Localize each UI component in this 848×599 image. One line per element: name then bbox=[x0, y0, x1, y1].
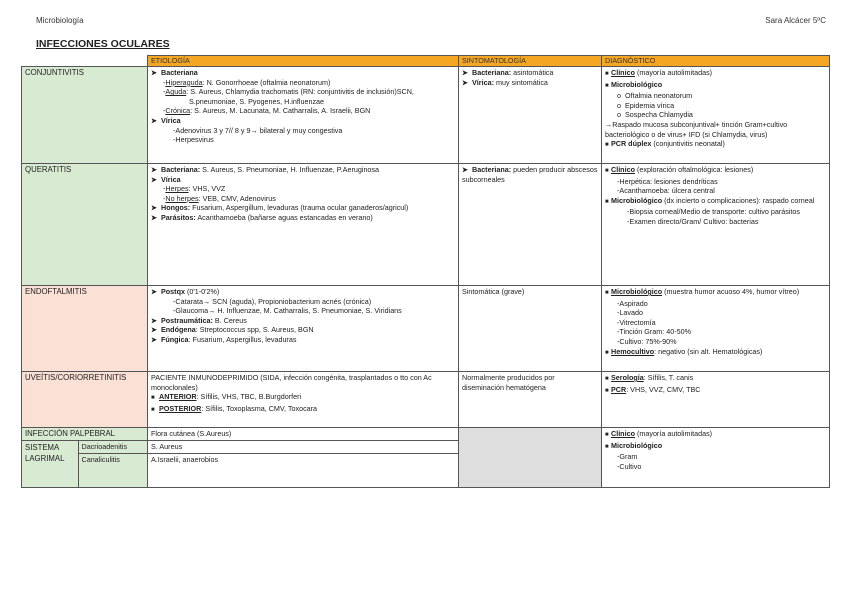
page-title: INFECCIONES OCULARES bbox=[36, 38, 170, 50]
cell-conj-etiologia: ➤ Bacteriana -Hiperaguda: N. Gonorrhoeae (oftalmia neonatorum) -Aguda: S. Aureus, Chlamydia trachomatis (RN: conjuntivitis de inclusión)SCN, S.pneumoniae, S. Pyogenes, H.influenzae -Crónica: S. Aureus, M. Lacunata, M. Catharralis, A. Israelii, BGN ➤ Vírica -Adenovirus 3 y 7// 8 y 9→ bilateral y muy congestiva -Herpesvirus bbox=[148, 67, 459, 164]
cell-endo-etiologia: ➤ Postqx (0'1-0'2%) -Catarata→ SCN (aguda), Propioniobacterium acnés (crónica) -Glaucoma→ H. Influenzae, M. Catharralis, S. Pneumoniae, S. Viridians ➤ Postraumática: B. Cereus ➤ Endógena: Streptococcus spp, S. Aureus, BGN ➤ Fúngica: Fusarium, Aspergillus, levaduras bbox=[148, 286, 459, 372]
lagrimal-dac: Dacrioadenitis bbox=[79, 441, 148, 454]
cell-quer-sintomatologia: ➤ Bacteriana: pueden producir abscesos subcorneales bbox=[459, 164, 602, 286]
row-name-lagrimal bbox=[22, 440, 148, 487]
cell-uve-diagnostico: ■ Serología: Sífilis, T. canis ■ PCR: VHS, VVZ, CMV, TBC bbox=[602, 372, 830, 428]
header-subject: Microbiología bbox=[36, 16, 84, 25]
square-bullet-icon: ■ bbox=[605, 198, 609, 205]
cell-uve-sintomatologia: Normalmente producidos por diseminación hematógena bbox=[459, 372, 602, 428]
circle-bullet-icon: o bbox=[617, 91, 621, 101]
cell-gray-empty bbox=[459, 428, 602, 488]
row-name-queratitis: QUERATITIS bbox=[22, 164, 148, 286]
table-row bbox=[22, 428, 830, 441]
col-sintomatologia: SINTOMATOLOGÍA bbox=[459, 56, 602, 67]
square-bullet-icon: ■ bbox=[605, 142, 609, 149]
cell-conj-diagnostico: ■ Clínico (mayoría autolimitadas) ■ Microbiológico o Oftalmia neonatorum o Epidemia vírica o Sospecha Chlamydia →Raspado mucosa subconjuntival+ tinción Gram+cultivo bacteriológico o de virus+ IFD (si Chlamydia, virus) ■ PCR dúplex (conjuntivitis neonatal) bbox=[602, 67, 830, 164]
circle-bullet-icon: o bbox=[617, 100, 621, 110]
square-bullet-icon: ■ bbox=[605, 71, 609, 77]
right-arrow-icon: → bbox=[250, 125, 258, 135]
square-bullet-icon: ■ bbox=[605, 376, 609, 382]
col-diagnostico: DIAGNÓSTICO bbox=[602, 56, 830, 67]
arrow-bullet-icon: ➤ bbox=[151, 203, 158, 213]
table-row bbox=[22, 164, 830, 286]
square-bullet-icon: ■ bbox=[605, 290, 609, 296]
row-name-palpebral: INFECCIÓN PALPEBRAL bbox=[22, 428, 148, 441]
arrow-bullet-icon: ➤ bbox=[462, 165, 469, 174]
right-arrow-icon: → bbox=[605, 119, 613, 129]
header-author: Sara Alcácer 5ºC bbox=[765, 16, 826, 25]
arrow-bullet-icon: ➤ bbox=[151, 315, 158, 325]
arrow-bullet-icon: ➤ bbox=[151, 212, 158, 222]
square-bullet-icon: ■ bbox=[605, 443, 609, 450]
square-bullet-icon: ■ bbox=[605, 432, 609, 438]
col-etiologia: ETIOLOGÍA bbox=[148, 56, 459, 67]
lagrimal-can: Canaliculitis bbox=[81, 454, 120, 464]
cell-endo-diagnostico: ■ Microbiológico (muestra humor acuoso 4%, humor vítreo) -Aspirado -Lavado -Vitrectomía -Tinción Gram: 40-50% -Cultivo: 75%-90% ■ Hemocultivo: negativo (sin alt. Hematológicas) bbox=[602, 286, 830, 372]
infections-table bbox=[21, 55, 830, 488]
arrow-bullet-icon: ➤ bbox=[151, 174, 158, 184]
table-header-row bbox=[22, 56, 830, 67]
row-name-conjuntivitis: CONJUNTIVITIS bbox=[22, 67, 148, 164]
cell-quer-etiologia: ➤ Bacteriana: S. Aureus, S. Pneumoniae, H. Influenzae, P.Aeruginosa ➤ Vírica -Herpes: VHS, VVZ -No herpes: VEB, CMV, Adenovirus ➤ Hongos: Fusarium, Aspergillum, levaduras (trauma ocular ganaderos/agricul) ➤ Parásitos: Acanthamoeba (bañarse aguas estancadas en verano) bbox=[148, 164, 459, 286]
right-arrow-icon: → bbox=[202, 296, 211, 306]
cell-last-diagnostico: ■ Clínico (mayoría autolimitadas) ■ Microbiológico -Gram -Cultivo bbox=[602, 428, 830, 488]
square-bullet-icon: ■ bbox=[605, 349, 609, 356]
arrow-bullet-icon: ➤ bbox=[151, 325, 158, 335]
cell-palp-etiologia: Flora cutánea (S.Aureus) bbox=[148, 428, 459, 441]
cell-uve-etiologia: PACIENTE INMUNODEPRIMIDO (SIDA, infección congénita, trasplantados o tto con Ac monoclonales) ■ ANTERIOR: Sífilis, VHS, TBC, B.Burgdorferi ■ POSTERIOR: Sífilis, Toxoplasma, CMV, Toxocara bbox=[148, 372, 459, 428]
square-bullet-icon: ■ bbox=[605, 168, 609, 174]
arrow-bullet-icon: ➤ bbox=[462, 77, 469, 87]
square-bullet-icon: ■ bbox=[151, 395, 155, 402]
cell-dac-etiologia: S. Aureus bbox=[148, 440, 459, 453]
cell-quer-diagnostico: ■ Clínico (exploración oftalmológica: lesiones) -Herpética: lesiones dendríticas -Acanthamoeba: úlcera central ■ Microbiológico (dx incierto o complicaciones): raspado corneal -Biopsia corneal/Medio de transporte: cultivo parásitos -Examen directo/Gram/ Cultivo: bacterias bbox=[602, 164, 830, 286]
arrow-bullet-icon: ➤ bbox=[151, 68, 158, 77]
cell-endo-sintomatologia: Sintomática (grave) bbox=[459, 286, 602, 372]
header-empty-cell bbox=[22, 56, 148, 67]
table-row bbox=[22, 67, 830, 164]
arrow-bullet-icon: ➤ bbox=[151, 165, 158, 174]
table-row bbox=[22, 286, 830, 372]
lagrimal-subtable bbox=[22, 441, 147, 487]
lagrimal-label: SISTEMA LAGRIMAL bbox=[22, 441, 78, 487]
circle-bullet-icon: o bbox=[617, 110, 621, 120]
right-arrow-icon: → bbox=[208, 306, 216, 316]
arrow-bullet-icon: ➤ bbox=[151, 287, 158, 296]
arrow-bullet-icon: ➤ bbox=[151, 115, 158, 125]
row-name-uveitis: UVEÍTIS/CORIORRETINITIS bbox=[22, 372, 148, 428]
cell-can-etiologia: A.Israelii, anaerobios bbox=[148, 453, 459, 487]
square-bullet-icon: ■ bbox=[605, 82, 609, 89]
cell-conj-sintomatologia: ➤ Bacteriana: asintomática ➤ Vírica: muy sintomática bbox=[459, 67, 602, 164]
arrow-bullet-icon: ➤ bbox=[151, 334, 158, 344]
square-bullet-icon: ■ bbox=[605, 387, 609, 394]
row-name-endoftalmitis: ENDOFTALMITIS bbox=[22, 286, 148, 372]
arrow-bullet-icon: ➤ bbox=[462, 68, 469, 77]
table-row bbox=[22, 372, 830, 428]
square-bullet-icon: ■ bbox=[151, 406, 155, 413]
